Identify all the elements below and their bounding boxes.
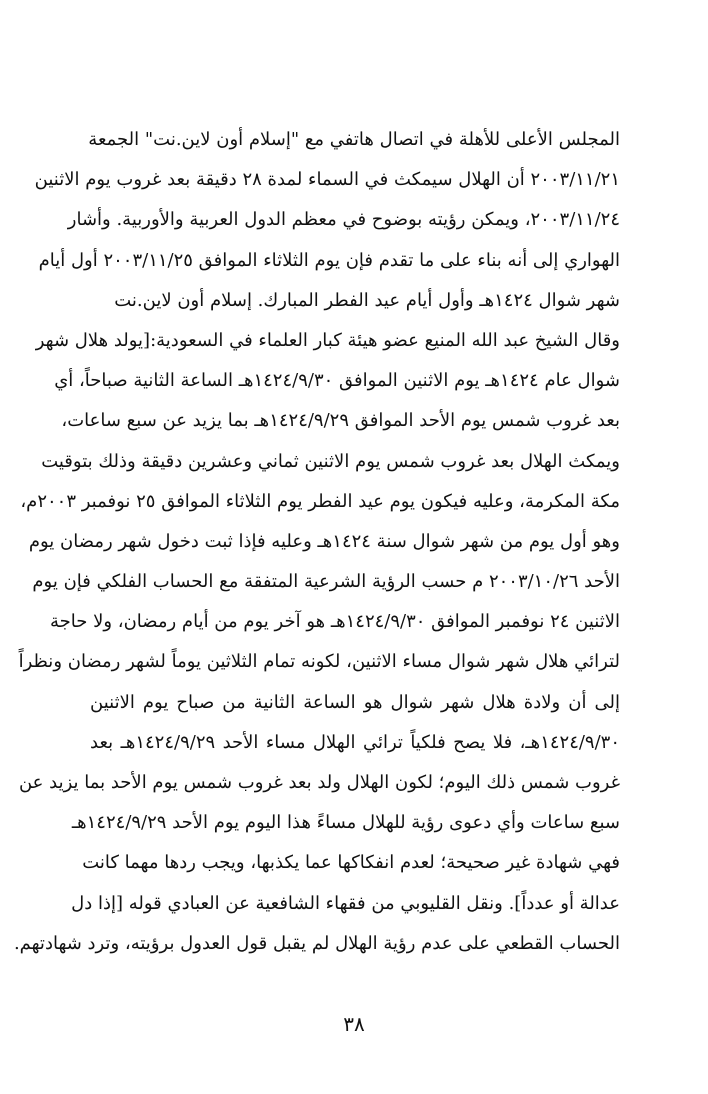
text-line: الأحد ٢٠٠٣/١٠/٢٦ م حسب الرؤية الشرعية المتفقة مع الحساب الفلكي فإن يوم	[32, 571, 620, 593]
page-number: ٣٨	[343, 1012, 365, 1036]
text-line: الاثنين ٢٤ نوفمبر الموافق ١٤٢٤/٩/٣٠هـ هو آخر يوم من أيام رمضان، ولا حاجة	[49, 611, 620, 633]
text-line: شوال عام ١٤٢٤هـ يوم الاثنين الموافق ١٤٢٤/٩/٣٠هـ الساعة الثانية صباحاً، أي	[54, 370, 620, 392]
text-line: فهي شهادة غير صحيحة؛ لعدم انفكاكها عما يكذبها، ويجب ردها مهما كانت	[82, 852, 620, 874]
text-line: بعد غروب شمس يوم الأحد الموافق ١٤٢٤/٩/٢٩هـ بما يزيد عن سبع ساعات،	[61, 410, 620, 432]
text-line: شهر شوال ١٤٢٤هـ وأول أيام عيد الفطر المبارك. إسلام أون لاين.نت	[114, 289, 620, 311]
text-line: الهواري إلى أنه بناء على ما تقدم فإن يوم الثلاثاء الموافق ٢٠٠٣/١١/٢٥ أول أيام	[38, 249, 620, 271]
body-text	[13, 120, 620, 964]
text-line: لترائي هلال شهر شوال مساء الاثنين، لكونه تمام الثلاثين يوماً لشهر رمضان ونظراً	[18, 651, 620, 673]
text-line: وهو أول يوم من شهر شوال سنة ١٤٢٤هـ وعليه فإذا ثبت دخول شهر رمضان يوم	[28, 530, 620, 552]
text-line: المجلس الأعلى للأهلة في اتصال هاتفي مع "إسلام أون لاين.نت" الجمعة	[88, 129, 620, 150]
text-line: ٢٠٠٣/١١/٢٤، ويمكن رؤيته بوضوح في معظم الدول العربية والأوربية. وأشار	[67, 209, 620, 231]
text-line: وقال الشيخ عبد الله المنيع عضو هيئة كبار العلماء في السعودية:[يولد هلال شهر	[35, 329, 620, 351]
text-line: ١٤٢٤/٩/٣٠هـ، فلا يصح فلكياً ترائي الهلال مساء الأحد ١٤٢٤/٩/٢٩هـ بعد	[90, 731, 620, 753]
text-line: مكة المكرمة، وعليه فيكون يوم عيد الفطر يوم الثلاثاء الموافق ٢٥ نوفمبر ٢٠٠٣م،	[20, 490, 620, 512]
text-line: ٢٠٠٣/١١/٢١ أن الهلال سيمكث في السماء لمدة ٢٨ دقيقة بعد غروب يوم الاثنين	[34, 169, 620, 191]
text-line: غروب شمس ذلك اليوم؛ لكون الهلال ولد بعد غروب شمس يوم الأحد بما يزيد عن	[18, 772, 620, 793]
text-line: إلى أن ولادة هلال شهر شوال هو الساعة الثانية من صباح يوم الاثنين	[90, 691, 620, 713]
text-line: الحساب القطعي على عدم رؤية الهلال لم يقبل قول العدول برؤيته، وترد شهادتهم.	[13, 932, 620, 954]
text-line: سبع ساعات وأي دعوى رؤية للهلال مساءً هذا اليوم يوم الأحد ١٤٢٤/٩/٢٩هـ	[71, 812, 620, 834]
text-line: عدالة أو عدداً]. ونقل القليوبي من فقهاء الشافعية عن العبادي قوله [إذا دل	[71, 892, 620, 914]
text-line: ويمكث الهلال بعد غروب شمس يوم الاثنين ثماني وعشرين دقيقة وذلك بتوقيت	[41, 450, 620, 472]
